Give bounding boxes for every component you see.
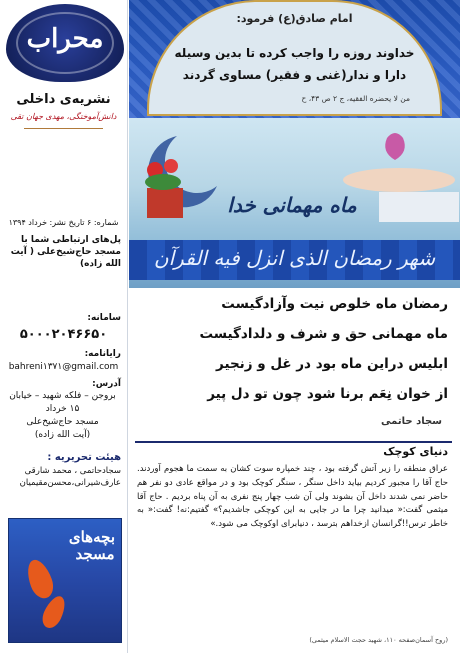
flower-icon bbox=[164, 159, 178, 173]
divider bbox=[24, 128, 103, 129]
story-body: عراق منطقه را زیر آتش گرفته بود ، چند خمپاره سوت کشان به سمت ما هجوم آوردند. حاج آقا را مجبور کردیم بیاید داخل سنگر ، سنگر کوچک بود و در مواقع عادی دو نفر هم حاضر نمی شدند داخل آن بشوند ولی آن شب چهار پنج نفری به آن پناه بردیم . حاج آقا میثمی گفت:« میدانید چرا ما در جایی به این کوچکی جاشدیم؟» گفتیم:نه! گفت:« به خاطر ترس!!گرانسان ازخداهم بترسد ، دنیابرای اوکوچک می شود.» bbox=[137, 464, 448, 530]
story-title: دنیای کوچک bbox=[383, 445, 448, 458]
email-label: رایانامه: bbox=[84, 349, 121, 359]
hadith-narrator: امام صادق(ع) فرمود: bbox=[236, 12, 353, 25]
calligraphy-strip bbox=[129, 240, 460, 280]
address-line: (آیت الله زاده) bbox=[34, 430, 91, 440]
hadith-reference: من لا یحضره الفقیه، ج ۲ ص ۴۳، ح bbox=[301, 94, 410, 103]
mehrab-logo bbox=[6, 4, 124, 82]
poem-author: سجاد حاتمی bbox=[381, 416, 442, 427]
poem-line: ابلیس دراین ماه بود در غل و زنجیر bbox=[216, 356, 448, 372]
quran-calligraphy: شهر رمضان الذی انزل فیه القرآن bbox=[153, 246, 436, 270]
leaves-icon bbox=[145, 174, 181, 190]
hand-icon bbox=[343, 168, 455, 192]
publication-title: نشریه‌ی داخلی bbox=[16, 92, 111, 107]
sms-label: سامانه: bbox=[87, 313, 121, 323]
mosque-kids-panel bbox=[8, 518, 122, 643]
story-source: (روح آسمان‌صفحه ۱۱۰، شهید حجت الاسلام میثمی) bbox=[309, 636, 448, 644]
fish-icon bbox=[23, 556, 57, 601]
main-content bbox=[129, 0, 460, 653]
prayer-beads-icon bbox=[385, 133, 405, 160]
logo-text: محراب bbox=[26, 24, 104, 54]
sms-number: ۵۰۰۰۲۰۴۶۶۵۰ bbox=[19, 327, 108, 342]
tile-header bbox=[129, 0, 460, 118]
mosque-panel-title: بچه‌های مسجد bbox=[68, 528, 115, 563]
poem-line: رمضان ماه خلوص نیت وآزادگیست bbox=[221, 296, 448, 312]
sleeve bbox=[379, 192, 459, 222]
publication-subtitle: دانش‌آموختگی، مهدی جهان تقی bbox=[10, 112, 117, 121]
banner-title: ماه مهمانی خدا bbox=[227, 193, 357, 217]
flower-pot-icon bbox=[147, 188, 183, 218]
email-address[interactable]: bahreni۱۳۷۱@gmail.com bbox=[8, 362, 119, 372]
address-line: مسجد حاج‌شیخ‌علی bbox=[26, 417, 99, 427]
editorial-names: سجادحاتمی ، محمد شارقی عارف‌شیرانی،محسن‌مقیمیان bbox=[19, 466, 121, 488]
sidebar bbox=[0, 0, 128, 653]
hadith-text-line: دارا و ندار(غنی و فقیر) مساوی گردند bbox=[182, 68, 407, 82]
address-line: ۱۵ خرداد bbox=[45, 404, 80, 414]
poem-line: از خوان نِعَم برنا شود چون تو دل پیر bbox=[207, 386, 448, 402]
story-section bbox=[135, 441, 452, 647]
issue-line: شماره: ۶ تاریخ نشر: خرداد ۱۳۹۴ bbox=[8, 218, 119, 227]
hadith-text-line: خداوند روزه را واجب کرده تا بدین وسیله bbox=[174, 46, 415, 60]
ramadan-banner bbox=[129, 118, 460, 288]
hadith-frame bbox=[147, 0, 442, 116]
poem-line: ماه مهمانی حق و شرف و دلدادگیست bbox=[199, 326, 448, 342]
contact-title: پل‌های ارتباطی شما با مسجد حاج‌شیخ‌علی ( آیت الله زاده) bbox=[10, 235, 121, 270]
address-label: آدرس: bbox=[92, 379, 121, 389]
address-line: بروجن – فلکه شهید – خیابان bbox=[9, 391, 116, 401]
editorial-title: هیئت تحریریه : bbox=[47, 452, 121, 463]
